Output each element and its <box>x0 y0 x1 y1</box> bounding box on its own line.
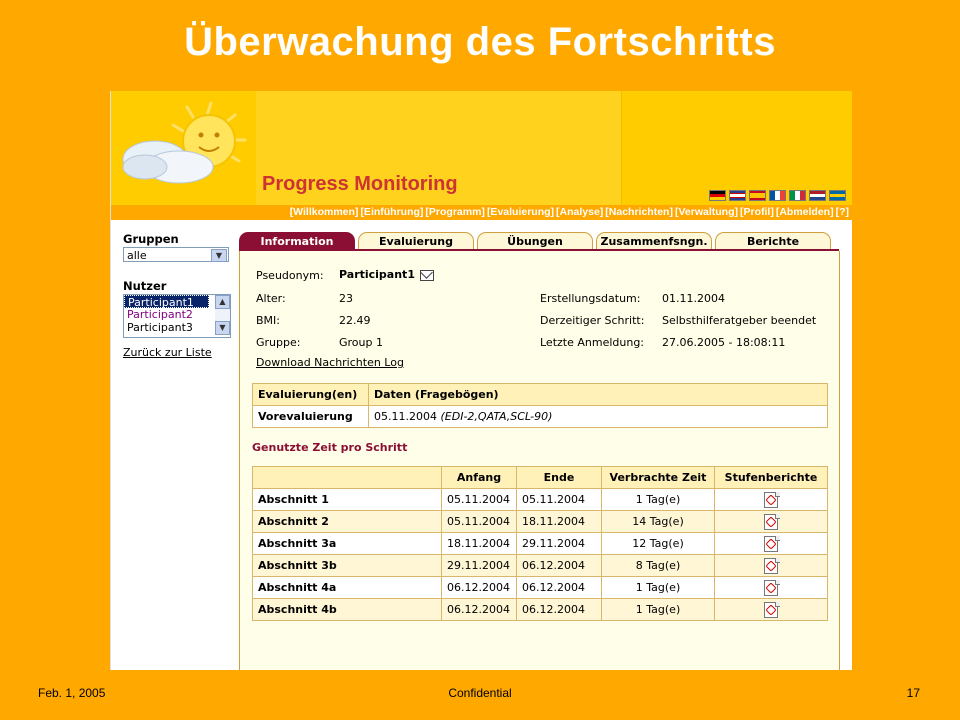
table-header: Daten (Fragebögen) <box>369 384 828 406</box>
app-title: Progress Monitoring <box>262 173 458 195</box>
back-to-list-link[interactable]: Zurück zur Liste <box>123 346 212 359</box>
nav-welcome[interactable]: [Willkommen] <box>289 206 359 218</box>
slide-title: Überwachung des Fortschritts <box>184 20 776 64</box>
footer-confidential: Confidential <box>448 686 512 700</box>
language-flags <box>709 190 846 201</box>
list-item[interactable]: Participant2 <box>127 308 193 321</box>
created-value: 01.11.2004 <box>662 292 725 305</box>
table-header <box>253 467 442 489</box>
nav-admin[interactable]: [Verwaltung] <box>674 206 738 218</box>
sun-cloud-logo-icon <box>115 95 255 195</box>
chevron-down-icon[interactable]: ▼ <box>215 321 230 335</box>
nav-help[interactable]: [?] <box>835 206 849 218</box>
dutch-flag-icon[interactable] <box>809 190 826 201</box>
nav-program[interactable]: [Programm] <box>425 206 485 218</box>
steps-table <box>252 466 828 621</box>
tab-evaluation[interactable]: Evaluierung <box>358 232 474 250</box>
last-login-value: 27.06.2005 - 18:08:11 <box>662 336 786 349</box>
eval-name: Vorevaluierung <box>253 406 369 428</box>
app-banner <box>111 91 852 205</box>
nav-messages[interactable]: [Nachrichten] <box>605 206 673 218</box>
nav-profile[interactable]: [Profil] <box>740 206 774 218</box>
italian-flag-icon[interactable] <box>789 190 806 201</box>
pdf-icon[interactable] <box>764 558 778 574</box>
table-row: Abschnitt 4b 06.12.2004 06.12.2004 1 Tag(e) <box>253 599 828 621</box>
table-header: Stufenberichte <box>715 467 828 489</box>
groups-label: Gruppen <box>123 232 179 246</box>
age-label: Alter: <box>256 292 286 305</box>
pdf-icon[interactable] <box>764 536 778 552</box>
german-flag-icon[interactable] <box>709 190 726 201</box>
spanish-flag-icon[interactable] <box>749 190 766 201</box>
download-log-link[interactable]: Download Nachrichten Log <box>256 356 404 369</box>
chevron-down-icon[interactable]: ▼ <box>211 249 227 262</box>
last-login-label: Letzte Anmeldung: <box>540 336 645 349</box>
pdf-icon[interactable] <box>764 602 778 618</box>
app-screenshot <box>110 91 852 670</box>
table-header: Anfang <box>442 467 517 489</box>
main-nav <box>111 205 852 220</box>
footer-page-number: 17 <box>906 686 920 700</box>
table-row <box>253 406 828 428</box>
tab-reports[interactable]: Berichte <box>715 232 831 250</box>
table-row: Abschnitt 4a 06.12.2004 06.12.2004 1 Tag(e) <box>253 577 828 599</box>
table-header: Evaluierung(en) <box>253 384 369 406</box>
current-step-value: Selbsthilferatgeber beendet <box>662 314 817 327</box>
pseudonym-value: Participant1 <box>339 268 434 281</box>
users-label: Nutzer <box>123 279 167 293</box>
nav-analysis[interactable]: [Analyse] <box>556 206 604 218</box>
table-header: Ende <box>517 467 602 489</box>
uk-flag-icon[interactable] <box>729 190 746 201</box>
current-step-label: Derzeitiger Schritt: <box>540 314 645 327</box>
footer-date: Feb. 1, 2005 <box>38 686 106 700</box>
created-label: Erstellungsdatum: <box>540 292 641 305</box>
groups-select-value: alle <box>127 249 147 262</box>
mail-icon[interactable] <box>420 270 434 281</box>
sidebar <box>123 232 233 359</box>
listbox-scrollbar[interactable] <box>215 295 230 335</box>
group-label: Gruppe: <box>256 336 301 349</box>
evaluation-table <box>252 383 828 428</box>
list-item[interactable]: Participant1 <box>124 295 209 308</box>
eval-data: 05.11.2004 (EDI-2,QATA,SCL-90) <box>369 406 828 428</box>
nav-intro[interactable]: [Einführung] <box>360 206 424 218</box>
steps-section-title: Genutzte Zeit pro Schritt <box>252 441 408 454</box>
tab-information[interactable]: Information <box>239 232 355 250</box>
tab-summaries[interactable]: Zusammenfsngn. <box>596 232 712 250</box>
french-flag-icon[interactable] <box>769 190 786 201</box>
pdf-icon[interactable] <box>764 514 778 530</box>
list-item[interactable]: Participant3 <box>127 321 193 334</box>
tab-bar <box>239 232 839 250</box>
table-header: Verbrachte Zeit <box>602 467 715 489</box>
pdf-icon[interactable] <box>764 492 778 508</box>
swedish-flag-icon[interactable] <box>829 190 846 201</box>
chevron-up-icon[interactable]: ▲ <box>215 295 230 309</box>
table-row: Abschnitt 3a 18.11.2004 29.11.2004 12 Tag(e) <box>253 533 828 555</box>
information-panel <box>239 251 840 670</box>
table-row: Abschnitt 3b 29.11.2004 06.12.2004 8 Tag(e) <box>253 555 828 577</box>
table-row: Abschnitt 2 05.11.2004 18.11.2004 14 Tag(e) <box>253 511 828 533</box>
nav-evaluation[interactable]: [Evaluierung] <box>486 206 555 218</box>
table-row: Abschnitt 1 05.11.2004 05.11.2004 1 Tag(e) <box>253 489 828 511</box>
group-value: Group 1 <box>339 336 383 349</box>
nav-logout[interactable]: [Abmelden] <box>775 206 834 218</box>
bmi-label: BMI: <box>256 314 280 327</box>
users-listbox[interactable] <box>123 294 231 338</box>
pdf-icon[interactable] <box>764 580 778 596</box>
bmi-value: 22.49 <box>339 314 371 327</box>
groups-select[interactable] <box>123 247 229 262</box>
age-value: 23 <box>339 292 353 305</box>
tab-exercises[interactable]: Übungen <box>477 232 593 250</box>
pseudonym-label: Pseudonym: <box>256 269 324 282</box>
